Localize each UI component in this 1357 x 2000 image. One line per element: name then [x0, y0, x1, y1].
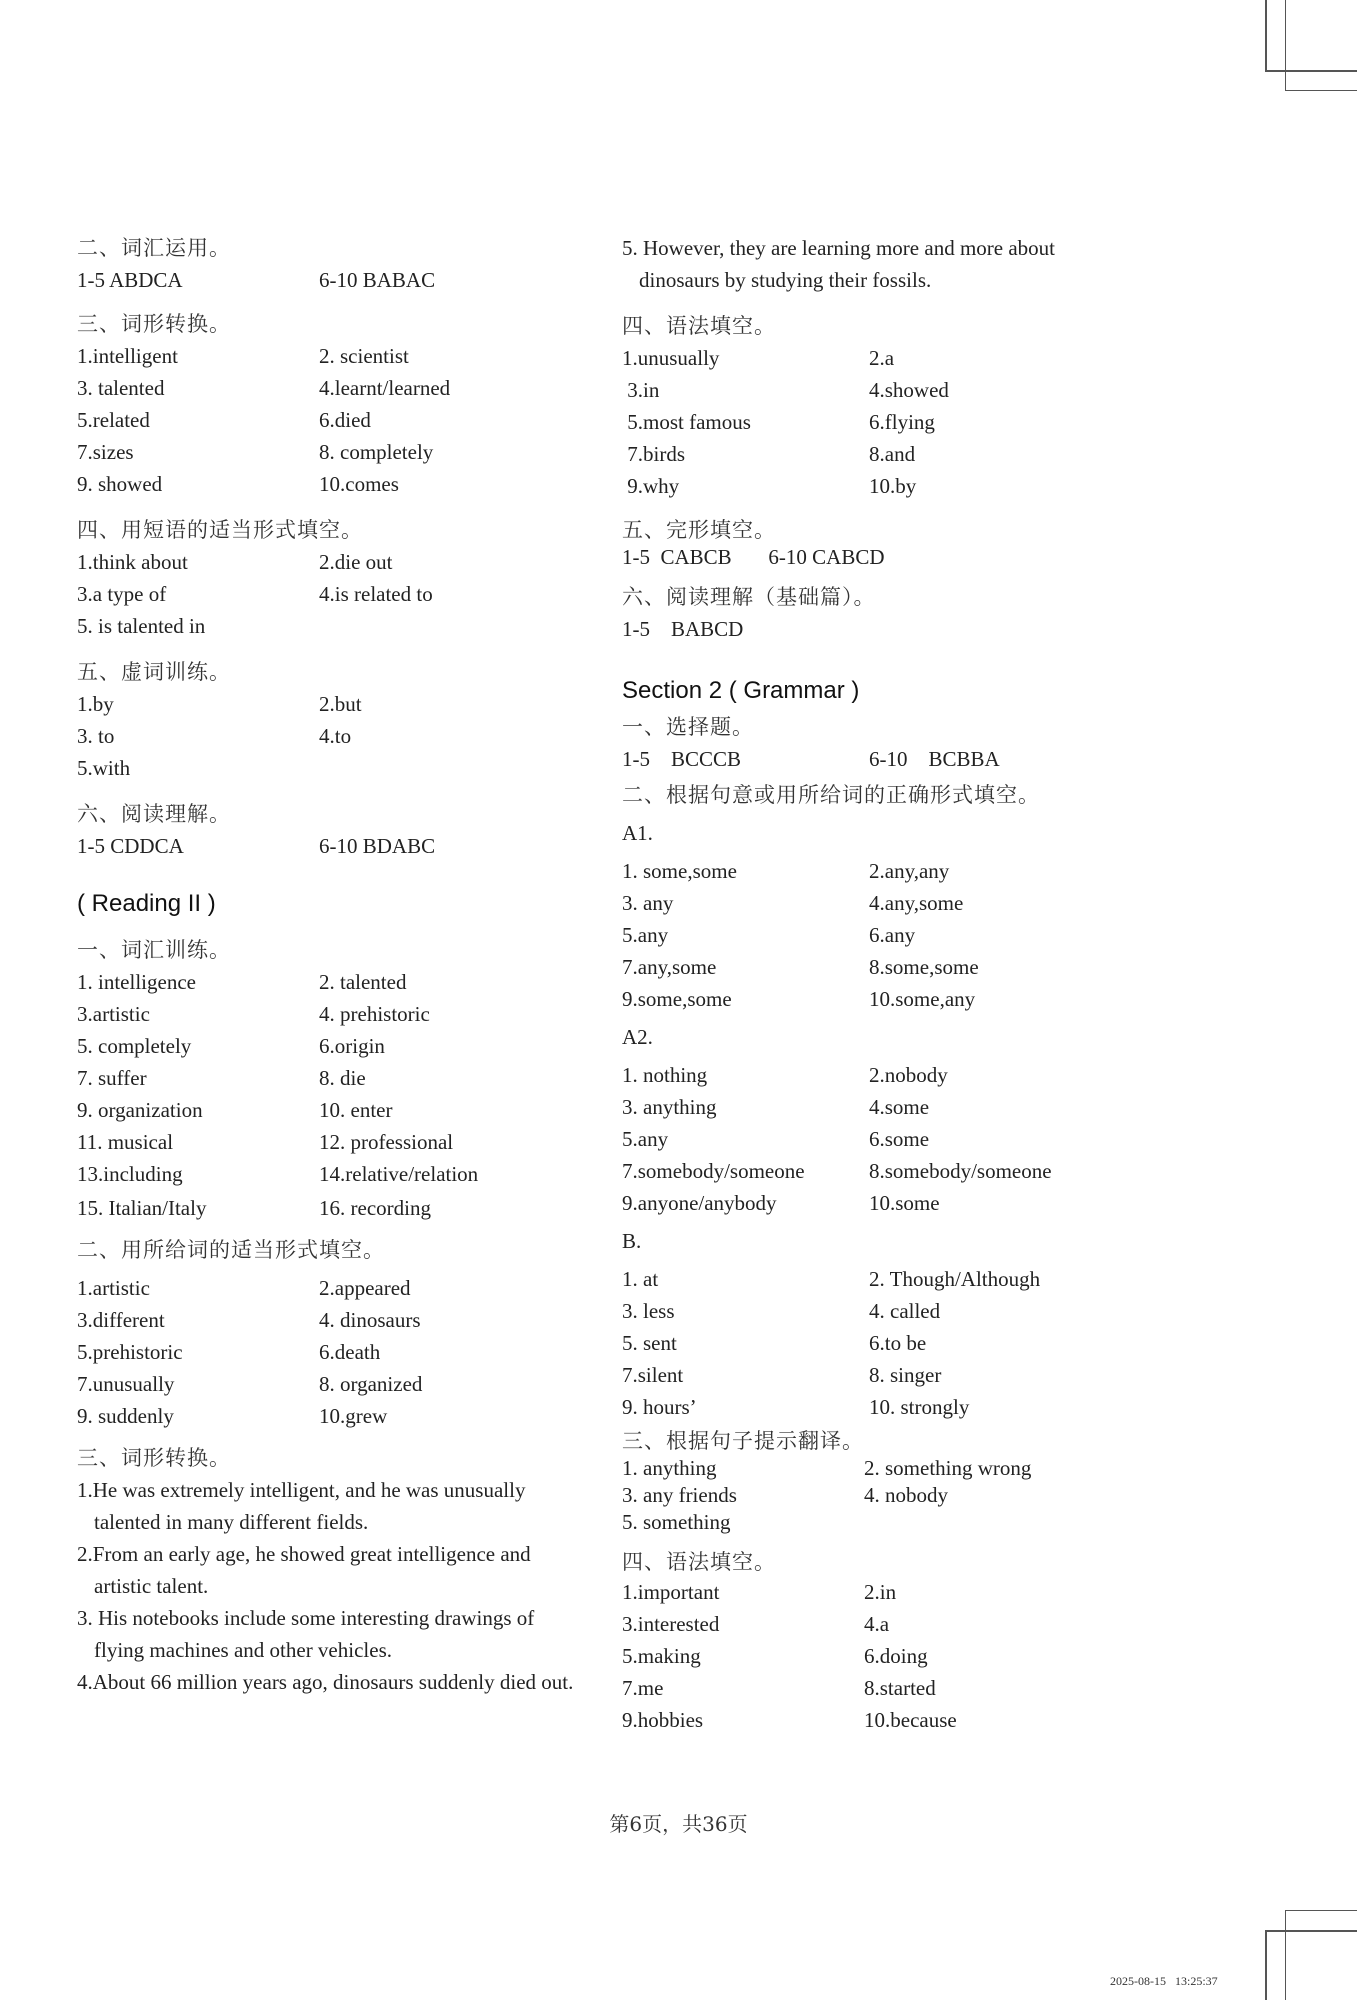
crop-mark-bottom-inner-horizontal	[1285, 1910, 1357, 1911]
answer-cell: 7.me	[622, 1676, 664, 1700]
answer-row	[622, 1391, 1142, 1423]
answer-row	[77, 1400, 577, 1432]
answer-row	[77, 264, 577, 296]
section-heading: 六、阅读理解。	[77, 802, 231, 826]
function-words-section	[77, 656, 577, 784]
r2-vocab-section	[77, 934, 577, 1226]
answer-row	[622, 983, 1142, 1015]
sentence-answer: 5. However, they are learning more and more about dinosaurs by studying their fossils.	[622, 236, 1055, 292]
answer-cell: 1.unusually	[622, 346, 720, 370]
answer-row	[622, 406, 1142, 438]
answer-cell: 6.flying	[869, 410, 935, 434]
word-forms-section	[77, 308, 577, 500]
answer-cell: 9. suddenly	[77, 1404, 174, 1428]
answer-cell: 8.started	[864, 1676, 936, 1700]
answer-cell: 10.by	[869, 474, 917, 498]
answer-cell: 6.any	[869, 923, 916, 947]
answer-cell: 2.nobody	[869, 1063, 948, 1087]
answer-cell: 10. enter	[319, 1098, 393, 1122]
section-heading: 五、虚词训练。	[77, 660, 231, 684]
answer-cell: 4.learnt/learned	[319, 376, 451, 400]
answer-cell: 4. called	[869, 1299, 941, 1323]
reading-basic-section	[622, 581, 1142, 645]
right-column	[622, 232, 1142, 1736]
answer-cell: 3. to	[77, 724, 115, 748]
answer-row	[77, 546, 577, 578]
answer-row	[622, 1187, 1142, 1219]
answer-cell: 2.die out	[319, 550, 393, 574]
answer-cell: 9.anyone/anybody	[622, 1191, 777, 1215]
sentence-answer: 4.About 66 million years ago, dinosaurs suddenly died out.	[77, 1670, 574, 1694]
answer-cell: 7.any,some	[622, 955, 717, 979]
answer-cell: 6.doing	[864, 1644, 928, 1668]
answer-row	[77, 1158, 577, 1190]
section-heading: 三、词形转换。	[77, 1446, 231, 1470]
section-heading: 四、语法填空。	[622, 1550, 776, 1574]
answer-cell: 6.origin	[319, 1034, 385, 1058]
vocab-use-section	[77, 232, 577, 296]
answer-cell: 4. nobody	[864, 1483, 948, 1507]
answer-cell: 3. any friends	[622, 1483, 737, 1507]
answer-row	[77, 372, 577, 404]
answer-cell: 8.some,some	[869, 955, 979, 979]
section-heading: 五、完形填空。	[622, 518, 776, 542]
answer-cell: 16. recording	[319, 1196, 431, 1220]
answer-cell: 2. something wrong	[864, 1456, 1032, 1480]
answer-cell: 1. nothing	[622, 1063, 708, 1087]
section-heading: 一、选择题。	[622, 715, 754, 739]
answer-cell: 4.any,some	[869, 891, 964, 915]
print-timestamp: 2025-08-15 13:25:37	[1110, 1974, 1218, 1988]
answer-cell: 13.including	[77, 1162, 183, 1186]
answer-cell: 3.in	[622, 378, 660, 402]
answer-cell: 10.comes	[319, 472, 399, 496]
answer-cell: 10.because	[864, 1708, 957, 1732]
answer-cell: 2. talented	[319, 970, 407, 994]
a1-group	[622, 817, 1142, 1015]
answer-cell: 4. prehistoric	[319, 1002, 430, 1026]
answer-cell: 3.a type of	[77, 582, 167, 606]
answer-cell: 6.death	[319, 1340, 381, 1364]
cloze-section	[622, 516, 1142, 571]
answer-row	[77, 1094, 577, 1126]
answer-cell: 4.a	[864, 1612, 890, 1636]
answer-row	[622, 1608, 1142, 1640]
answer-row	[622, 855, 1142, 887]
answer-row	[622, 1455, 1142, 1482]
answer-cell: 1-5 CDDCA	[77, 834, 184, 858]
answer-row	[77, 1030, 577, 1062]
sentence-answer: 3. His notebooks include some interesting drawings of flying machines and other vehicles.	[77, 1606, 535, 1662]
answer-row	[622, 342, 1142, 374]
answer-row	[77, 720, 577, 752]
answer-cell: 6-10 BABAC	[319, 268, 436, 292]
answer-row	[622, 374, 1142, 406]
section-heading: 三、词形转换。	[77, 312, 231, 336]
answer-row	[622, 1359, 1142, 1391]
answer-row	[622, 743, 1142, 775]
answer-row	[622, 1263, 1142, 1295]
answer-row	[77, 1368, 577, 1400]
answer-row	[77, 1062, 577, 1094]
answer-cell: 6-10 BCBBA	[869, 747, 1000, 771]
answer-cell: 8. singer	[869, 1363, 942, 1387]
answer-cell: 6-10 BDABC	[319, 834, 436, 858]
group-label: A1.	[622, 821, 653, 845]
answer-cell: 1.intelligent	[77, 344, 178, 368]
answer-cell: 11. musical	[77, 1130, 174, 1154]
answer-row	[622, 1672, 1142, 1704]
answer-cell: 5.any	[622, 923, 669, 947]
answer-row: 1-5 CABCB 6-10 CABCD	[622, 545, 885, 569]
crop-mark-top-vertical	[1265, 0, 1267, 70]
answer-row	[77, 404, 577, 436]
answer-row	[622, 1123, 1142, 1155]
answer-row	[622, 470, 1142, 502]
answer-cell: 9.hobbies	[622, 1708, 704, 1732]
a2-group	[622, 1021, 1142, 1219]
answer-cell: 7.birds	[622, 442, 685, 466]
answer-cell: 7.sizes	[77, 440, 134, 464]
answer-cell: 10.some,any	[869, 987, 976, 1011]
answer-row	[77, 340, 577, 372]
answer-cell: 3.different	[77, 1308, 165, 1332]
answer-row	[77, 1304, 577, 1336]
answer-cell: 3. any	[622, 891, 674, 915]
answer-cell: 2. scientist	[319, 344, 409, 368]
answer-cell: 2.any,any	[869, 859, 950, 883]
answer-cell: 5.related	[77, 408, 150, 432]
answer-cell: 1.important	[622, 1580, 720, 1604]
answer-cell: 4.some	[869, 1095, 930, 1119]
answer-cell: 7.somebody/someone	[622, 1159, 805, 1183]
section2-title: Section 2 ( Grammar )	[622, 677, 860, 704]
answer-cell: 1. intelligence	[77, 970, 196, 994]
answer-cell: 4.to	[319, 724, 352, 748]
answer-row	[622, 919, 1142, 951]
group-label: B.	[622, 1229, 642, 1253]
page-number: 第6页，共36页	[609, 1812, 748, 1836]
answer-row	[77, 752, 577, 784]
answer-cell: 1-5 BCCCB	[622, 747, 742, 771]
answer-cell: 10.grew	[319, 1404, 388, 1428]
answer-row	[77, 998, 577, 1030]
answer-row	[622, 1091, 1142, 1123]
answer-cell: 1.think about	[77, 550, 188, 574]
crop-mark-top-inner-horizontal	[1285, 90, 1357, 91]
answer-cell: 9.some,some	[622, 987, 732, 1011]
answer-row	[77, 1126, 577, 1158]
section-heading: 二、根据句意或用所给词的正确形式填空。	[622, 783, 1040, 807]
phrases-section	[77, 514, 577, 642]
answer-cell: 2.in	[864, 1580, 897, 1604]
grammar-fill-section	[622, 310, 1142, 502]
answer-cell: 7. suffer	[77, 1066, 147, 1090]
answer-cell: 6.died	[319, 408, 371, 432]
left-column	[77, 232, 577, 1698]
sentence-answer: 2.From an early age, he showed great intelligence and artistic talent.	[77, 1542, 531, 1598]
answer-row	[622, 1576, 1142, 1608]
answer-cell: 9. showed	[77, 472, 163, 496]
answer-cell: 1. at	[622, 1267, 659, 1291]
answer-cell: 10. strongly	[869, 1395, 970, 1419]
answer-row	[622, 1059, 1142, 1091]
answer-cell: 8. die	[319, 1066, 366, 1090]
answer-cell: 12. professional	[319, 1130, 454, 1154]
answer-cell: 9.why	[622, 474, 680, 498]
answer-row	[77, 1190, 577, 1226]
section-heading: 四、用短语的适当形式填空。	[77, 518, 363, 542]
group-label: A2.	[622, 1025, 653, 1049]
answer-cell: 1. some,some	[622, 859, 737, 883]
answer-cell: 2.appeared	[319, 1276, 411, 1300]
answer-cell: 3.interested	[622, 1612, 720, 1636]
choice-section	[622, 711, 1142, 775]
answer-row	[622, 1155, 1142, 1187]
answer-row	[622, 1295, 1142, 1327]
answer-cell: 3. less	[622, 1299, 675, 1323]
answer-cell: 7.unusually	[77, 1372, 175, 1396]
answer-cell: 4. dinosaurs	[319, 1308, 421, 1332]
r2-fill-section	[77, 1234, 577, 1432]
section-heading: 四、语法填空。	[622, 314, 776, 338]
answer-cell: 6.some	[869, 1127, 930, 1151]
answer-cell: 3. talented	[77, 376, 165, 400]
answer-row	[622, 1640, 1142, 1672]
answer-row	[77, 830, 577, 862]
answer-row	[77, 1272, 577, 1304]
answer-cell: 5.most famous	[622, 410, 751, 434]
answer-row	[77, 468, 577, 500]
answer-cell: 2.but	[319, 692, 362, 716]
answer-row	[77, 688, 577, 720]
section-heading: 二、用所给词的适当形式填空。	[77, 1238, 385, 1262]
grammar-fill2-section	[622, 1548, 1142, 1736]
answer-cell: 3.artistic	[77, 1002, 150, 1026]
answer-cell: 5. something	[622, 1510, 731, 1534]
answer-cell: 5.any	[622, 1127, 669, 1151]
answer-row	[77, 1336, 577, 1368]
crop-mark-bottom-vertical	[1265, 1930, 1267, 2000]
answer-cell: 5. is talented in	[77, 614, 206, 638]
section-heading: 六、阅读理解（基础篇）。	[622, 585, 876, 609]
section-heading: 一、词汇训练。	[77, 938, 231, 962]
answer-cell: 8.somebody/someone	[869, 1159, 1052, 1183]
answer-cell: 5. completely	[77, 1034, 192, 1058]
answer-cell: 4.is related to	[319, 582, 433, 606]
answer-row	[622, 1482, 1142, 1509]
answer-cell: 8. completely	[319, 440, 434, 464]
answer-cell: 9. organization	[77, 1098, 203, 1122]
r2-transform-section	[77, 1442, 577, 1698]
answer-cell: 1.by	[77, 692, 114, 716]
crop-mark-top-horizontal	[1265, 70, 1357, 72]
answer-row	[622, 1509, 1142, 1536]
section-heading: 三、根据句子提示翻译。	[622, 1429, 864, 1453]
answer-row	[622, 438, 1142, 470]
answer-row	[77, 578, 577, 610]
crop-mark-bottom-inner-vertical	[1285, 1910, 1286, 2000]
answer-cell: 4.showed	[869, 378, 949, 402]
answer-row: 1-5 BABCD	[622, 617, 744, 641]
answer-cell: 10.some	[869, 1191, 940, 1215]
section-heading: 二、词汇运用。	[77, 236, 231, 260]
answer-row	[622, 951, 1142, 983]
answer-row	[77, 436, 577, 468]
answer-cell: 9. hours’	[622, 1395, 697, 1419]
answer-cell: 5.making	[622, 1644, 701, 1668]
answer-cell: 7.silent	[622, 1363, 684, 1387]
answer-cell: 5. sent	[622, 1331, 677, 1355]
sentence-answer: 1.He was extremely intelligent, and he was unusually talented in many different fields.	[77, 1478, 526, 1534]
answer-cell: 1.artistic	[77, 1276, 150, 1300]
answer-row	[622, 1704, 1142, 1736]
answer-row	[622, 887, 1142, 919]
reading-section	[77, 798, 577, 862]
translate-section	[622, 1427, 1142, 1536]
answer-cell: 8.and	[869, 442, 916, 466]
answer-cell: 1. anything	[622, 1456, 717, 1480]
crop-mark-bottom-horizontal	[1265, 1930, 1357, 1932]
answer-row	[622, 1327, 1142, 1359]
answer-cell: 2.a	[869, 346, 895, 370]
answer-cell: 15. Italian/Italy	[77, 1196, 207, 1220]
answer-cell: 3. anything	[622, 1095, 717, 1119]
answer-row	[77, 610, 577, 642]
answer-cell: 5.with	[77, 756, 131, 780]
crop-mark-top-inner-vertical	[1285, 0, 1286, 90]
answer-cell: 5.prehistoric	[77, 1340, 183, 1364]
answer-cell: 1-5 ABDCA	[77, 268, 183, 292]
reading-ii-title: ( Reading II )	[77, 890, 216, 917]
answer-cell: 8. organized	[319, 1372, 423, 1396]
answer-cell: 2. Though/Although	[869, 1267, 1041, 1291]
answer-cell: 6.to be	[869, 1331, 927, 1355]
b-group	[622, 1225, 1142, 1423]
answer-cell: 14.relative/relation	[319, 1162, 479, 1186]
answer-row	[77, 966, 577, 998]
